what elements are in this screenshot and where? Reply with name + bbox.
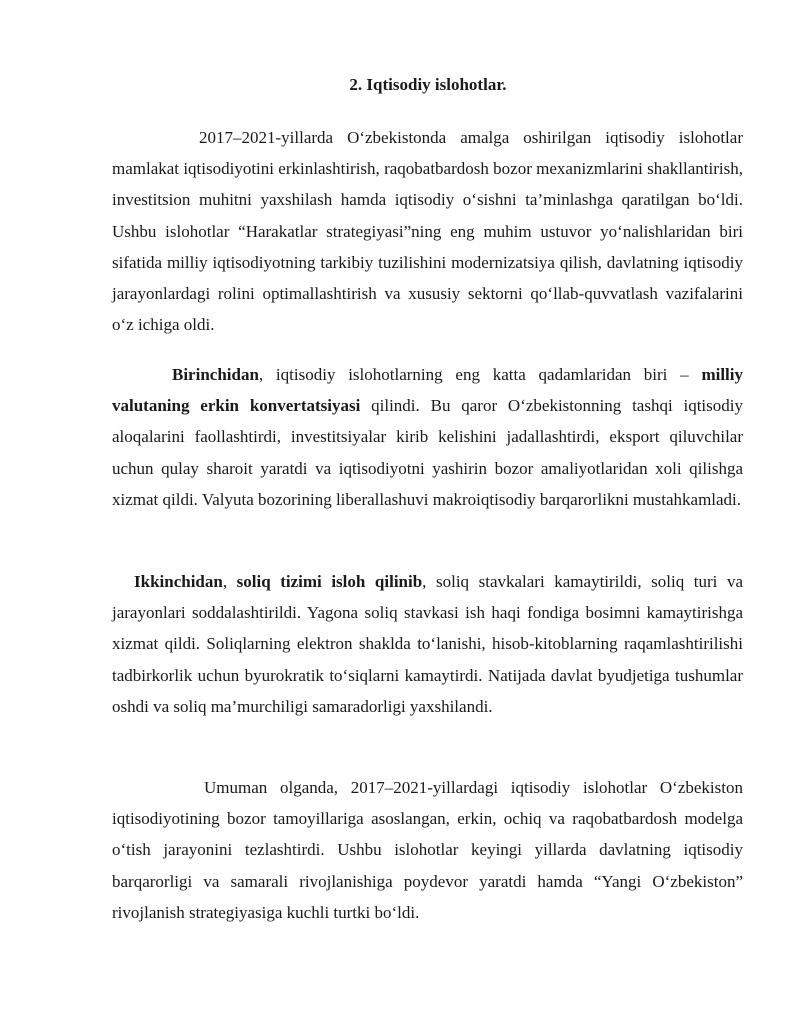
emphasis-currency-convertibility: milliy valutaning erkin konvertatsiyasi — [112, 365, 743, 416]
lead-word-second: Ikkinchidan — [134, 572, 223, 591]
paragraph-conclusion — [112, 772, 743, 928]
paragraph-second-point — [112, 566, 743, 722]
paragraph-first-point — [112, 359, 743, 515]
paragraph-conclusion-text: Umuman olganda, 2017–2021-yillardagi iqtisodiy islohotlar O‘zbekiston iqtisodiyotining bozor tamoyillariga asoslangan, erkin, ochiq va raqobatbardosh modelga o‘tish jarayonini tezlashtirdi. Ushbu islohotlar keyingi yillarda davlatning iqtisodiy barqarorligi va samarali rivojlanishiga poydevor yaratdi hamda “Yangi O‘zbekiston” rivojlanish strategiyasiga kuchli turtki bo‘ldi. — [112, 778, 743, 922]
paragraph-first-rest: qilindi. Bu qaror O‘zbekistonning tashqi iqtisodiy aloqalarini faollashtirdi, investitsiyalar kirib kelishini jadallashtirdi, eksport qiluvchilar uchun qulay sharoit yaratdi va iqtisodiyotni yashirin bozor amaliyotlaridan xoli qilishga xizmat qildi. Valyuta bozorining liberallashuvi makroiqtisodiy barqarorlikni mustahkamladi. — [112, 396, 743, 509]
section-title: 2. Iqtisodiy islohotlar. — [349, 75, 507, 94]
emphasis-tax-reform: soliq tizimi isloh qilinib — [236, 572, 423, 591]
paragraph-intro — [112, 122, 743, 340]
paragraph-second-mid: , — [222, 572, 237, 591]
paragraph-first-mid: , iqtisodiy islohotlarning eng katta qadamlaridan biri – — [258, 365, 702, 384]
lead-word-first: Birinchidan — [172, 365, 259, 384]
paragraph-intro-text: 2017–2021-yillarda O‘zbekistonda amalga oshirilgan iqtisodiy islohotlar mamlakat iqtisodiyotini erkinlashtirish, raqobatbardosh bozor mexanizmlarini shakllantirish, investitsion muhitni yaxshilash hamda iqtisodiy o‘sishni ta’minlashga qaratilgan bo‘ldi. Ushbu islohotlar “Harakatlar strategiyasi”ning eng muhim ustuvor yo‘nalishlaridan biri sifatida milliy iqtisodiyotning tarkibiy tuzilishini modernizatsiya qilish, davlatning iqtisodiy jarayonlardagi rolini optimallashtirish va xususiy sektorni qo‘llab-quvvatlash vazifalarini o‘z ichiga oldi. — [112, 128, 743, 335]
paragraph-second-rest: , soliq stavkalari kamaytirildi, soliq turi va jarayonlari soddalashtirildi. Yagona soliq stavkasi ish haqi fondiga bosimni kamaytirishga xizmat qildi. Soliqlarning elektron shaklda to‘lanishi, hisob-kitoblarning raqamlashtirilishi tadbirkorlik uchun byurokratik to‘siqlarni kamaytirdi. Natijada davlat byudjetiga tushumlar oshdi va soliq ma’murchiligi samaradorligi yaxshilandi. — [112, 572, 743, 716]
